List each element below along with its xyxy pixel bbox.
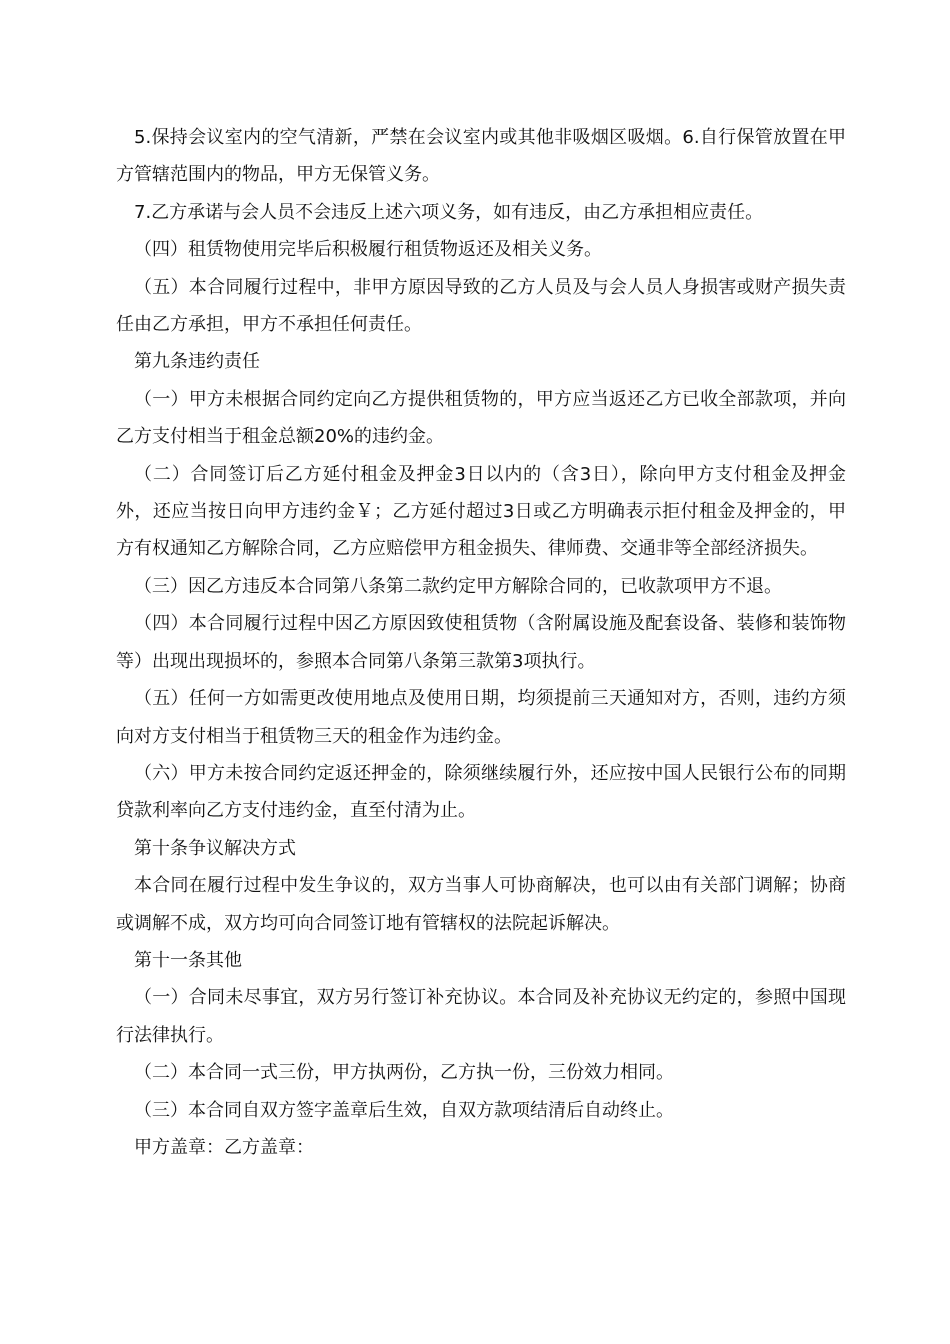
paragraph-item-7: 7.乙方承诺与会人员不会违反上述六项义务，如有违反，由乙方承担相应责任。 [134,201,764,223]
paragraph-clause-5: （五）本合同履行过程中，非甲方原因导致的乙方人员及与会人员人身损害或财产损失责任由乙方承担，甲方不承担任何责任。 [116,276,846,336]
section-heading-article-9: 第九条违约责任 [134,351,260,373]
paragraph-article-11-2: （二）本合同一式三份，甲方执两份，乙方执一份，三份效力相同。 [134,1062,674,1084]
document-body [116,119,846,1166]
section-heading-article-11: 第十一条其他 [134,949,242,971]
paragraph-article-9-3: （三）因乙方违反本合同第八条第二款约定甲方解除合同的，已收款项甲方不退。 [134,575,782,597]
section-heading-article-10: 第十条争议解决方式 [134,837,296,859]
paragraph-article-9-4: （四）本合同履行过程中因乙方原因致使租赁物（含附属设施及配套设备、装修和装饰物等）出现出现损坏的，参照本合同第八条第三款第3项执行。 [116,613,846,672]
paragraph-article-11-1: （一）合同未尽事宜，双方另行签订补充协议。本合同及补充协议无约定的，参照中国现行法律执行。 [116,987,846,1046]
paragraph-article-11-3: （三）本合同自双方签字盖章后生效，自双方款项结清后自动终止。 [134,1099,674,1121]
paragraph-article-10: 本合同在履行过程中发生争议的，双方当事人可协商解决，也可以由有关部门调解；协商或调解不成，双方均可向合同签订地有管辖权的法院起诉解决。 [116,875,846,934]
paragraph-article-9-2: （二）合同签订后乙方延付租金及押金3日以内的（含3日），除向甲方支付租金及押金外，还应当按日向甲方违约金￥；乙方延付超过3日或乙方明确表示拒付租金及押金的，甲方有权通知乙方解除合同，乙方应赔偿甲方租金损失、律师费、交通非等全部经济损失。 [116,463,846,560]
paragraph-article-9-5: （五）任何一方如需更改使用地点及使用日期，均须提前三天通知对方，否则，违约方须向对方支付相当于租赁物三天的租金作为违约金。 [116,688,846,747]
paragraph-clause-4: （四）租赁物使用完毕后积极履行租赁物返还及相关义务。 [134,239,602,261]
paragraph-article-9-1: （一）甲方未根据合同约定向乙方提供租赁物的，甲方应当返还乙方已收全部款项，并向乙方支付相当于租金总额20%的违约金。 [116,388,846,448]
paragraph-article-9-6: （六）甲方未按合同约定返还押金的，除须继续履行外，还应按中国人民银行公布的同期贷款利率向乙方支付违约金，直至付清为止。 [116,762,846,822]
signature-line: 甲方盖章：乙方盖章： [134,1136,314,1158]
paragraph-item-5-6: 5.保持会议室内的空气清新，严禁在会议室内或其他非吸烟区吸烟。6.自行保管放置在甲方管辖范围内的物品，甲方无保管义务。 [116,127,846,186]
